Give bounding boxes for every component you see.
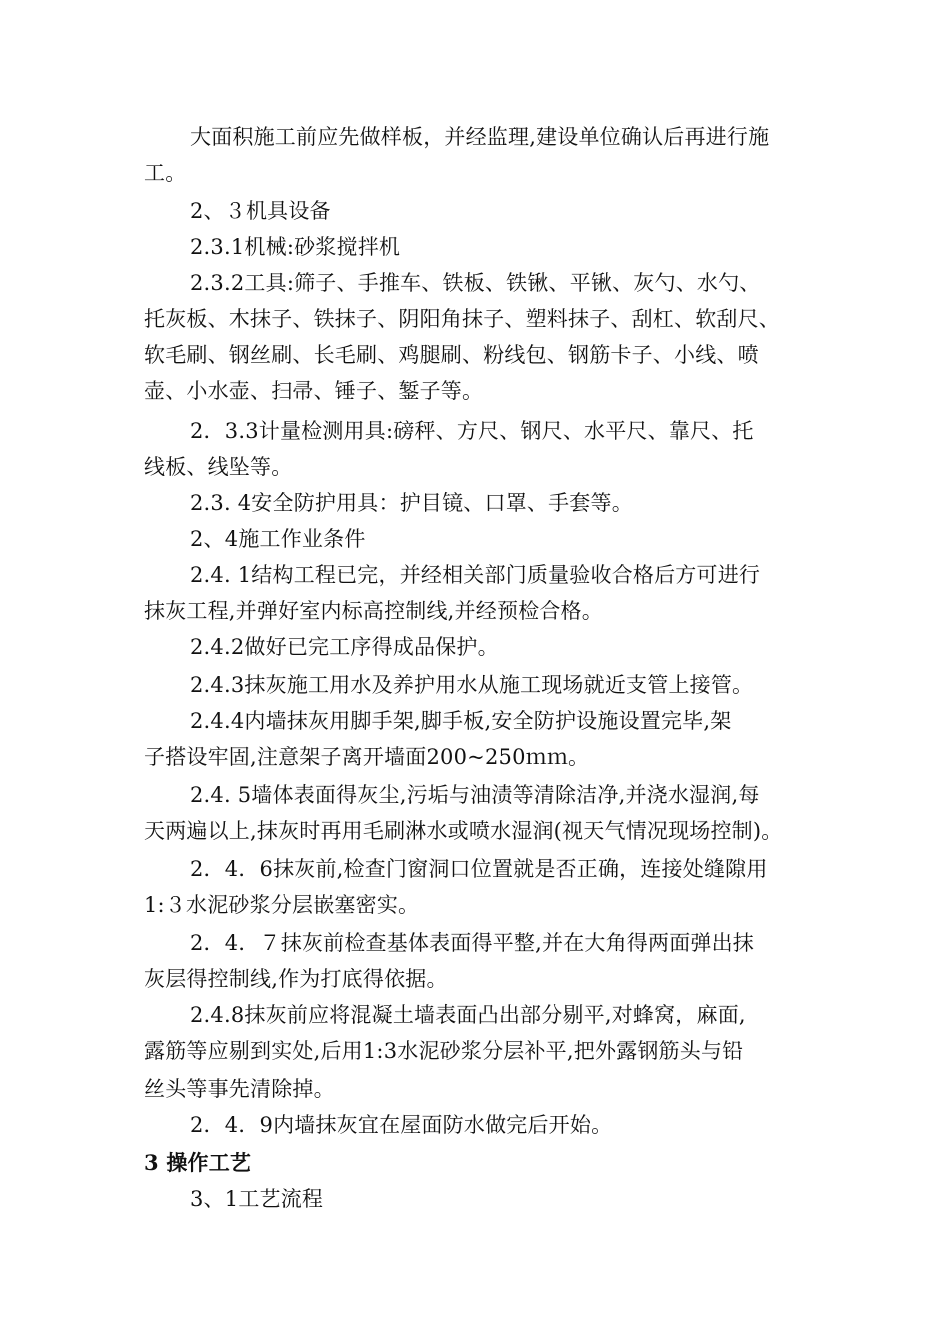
paragraph-line: 2.4.4内墙抹灰用脚手架,脚手板,安全防护设施设置完毕,架 xyxy=(190,709,732,733)
paragraph-line: 2．4．9内墙抹灰宜在屋面防水做完后开始。 xyxy=(190,1113,613,1137)
chapter-heading: 3 操作工艺 xyxy=(144,1150,252,1175)
paragraph-line: 露筋等应剔到实处,后用1:3水泥砂浆分层补平,把外露钢筋头与铅 xyxy=(144,1039,744,1063)
section-heading: 2、4施工作业条件 xyxy=(190,527,366,551)
paragraph-line: 2.3.2工具:筛子、手推车、铁板、铁锹、平锹、灰勺、水勺、 xyxy=(190,271,761,295)
paragraph-line: 2.4. 5墙体表面得灰尘,污垢与油渍等清除洁净,并浇水湿润,每 xyxy=(190,783,760,807)
paragraph-line: 软毛刷、钢丝刷、长毛刷、鸡腿刷、粉线包、钢筋卡子、小线、喷 xyxy=(144,343,759,367)
section-heading: 2、３机具设备 xyxy=(190,199,331,223)
paragraph-line: 线板、线坠等。 xyxy=(144,455,293,479)
paragraph-line: 子搭设牢固,注意架子离开墙面200~250ｍｍ。 xyxy=(144,745,590,769)
paragraph-line: 2．4．７抹灰前检查基体表面得平整,并在大角得两面弹出抹 xyxy=(190,931,754,955)
paragraph-line: 2．4．6抹灰前,检查门窗洞口位置就是否正确，连接处缝隙用 xyxy=(190,857,768,881)
paragraph-line: 2.4.3抹灰施工用水及养护用水从施工现场就近支管上接管。 xyxy=(190,673,754,697)
paragraph-line: 大面积施工前应先做样板，并经监理,建设单位确认后再进行施 xyxy=(190,125,770,149)
paragraph-line: 托灰板、木抹子、铁抹子、阴阳角抹子、塑料抹子、刮杠、软刮尺、 xyxy=(144,307,780,331)
paragraph-line: 2.3. 4安全防护用具：护目镜、口罩、手套等。 xyxy=(190,491,633,515)
paragraph-line: 灰层得控制线,作为打底得依据。 xyxy=(144,967,448,991)
paragraph-line: 2.3.1机械:砂浆搅拌机 xyxy=(190,235,401,259)
paragraph-line: 2.4.2做好已完工序得成品保护。 xyxy=(190,635,499,659)
paragraph-line: 2.4. 1结构工程已完，并经相关部门质量验收合格后方可进行 xyxy=(190,563,761,587)
paragraph-line: 2．3.3计量检测用具:磅秤、方尺、钢尺、水平尺、靠尺、托 xyxy=(190,419,754,443)
paragraph-line: 壶、小水壶、扫帚、锤子、錾子等。 xyxy=(144,379,484,403)
paragraph-line: 1:３水泥砂浆分层嵌塞密实。 xyxy=(144,893,420,917)
paragraph-line: 2.4.8抹灰前应将混凝土墙表面凸出部分剔平,对蜂窝，麻面, xyxy=(190,1003,746,1027)
paragraph-line: 丝头等事先清除掉。 xyxy=(144,1077,335,1101)
paragraph-line: 工。 xyxy=(144,161,187,185)
section-heading: 3、1工艺流程 xyxy=(190,1187,324,1211)
paragraph-line: 天两遍以上,抹灰时再用毛刷淋水或喷水湿润(视天气情况现场控制)。 xyxy=(144,819,783,843)
paragraph-line: 抹灰工程,并弹好室内标高控制线,并经预检合格。 xyxy=(144,599,603,623)
